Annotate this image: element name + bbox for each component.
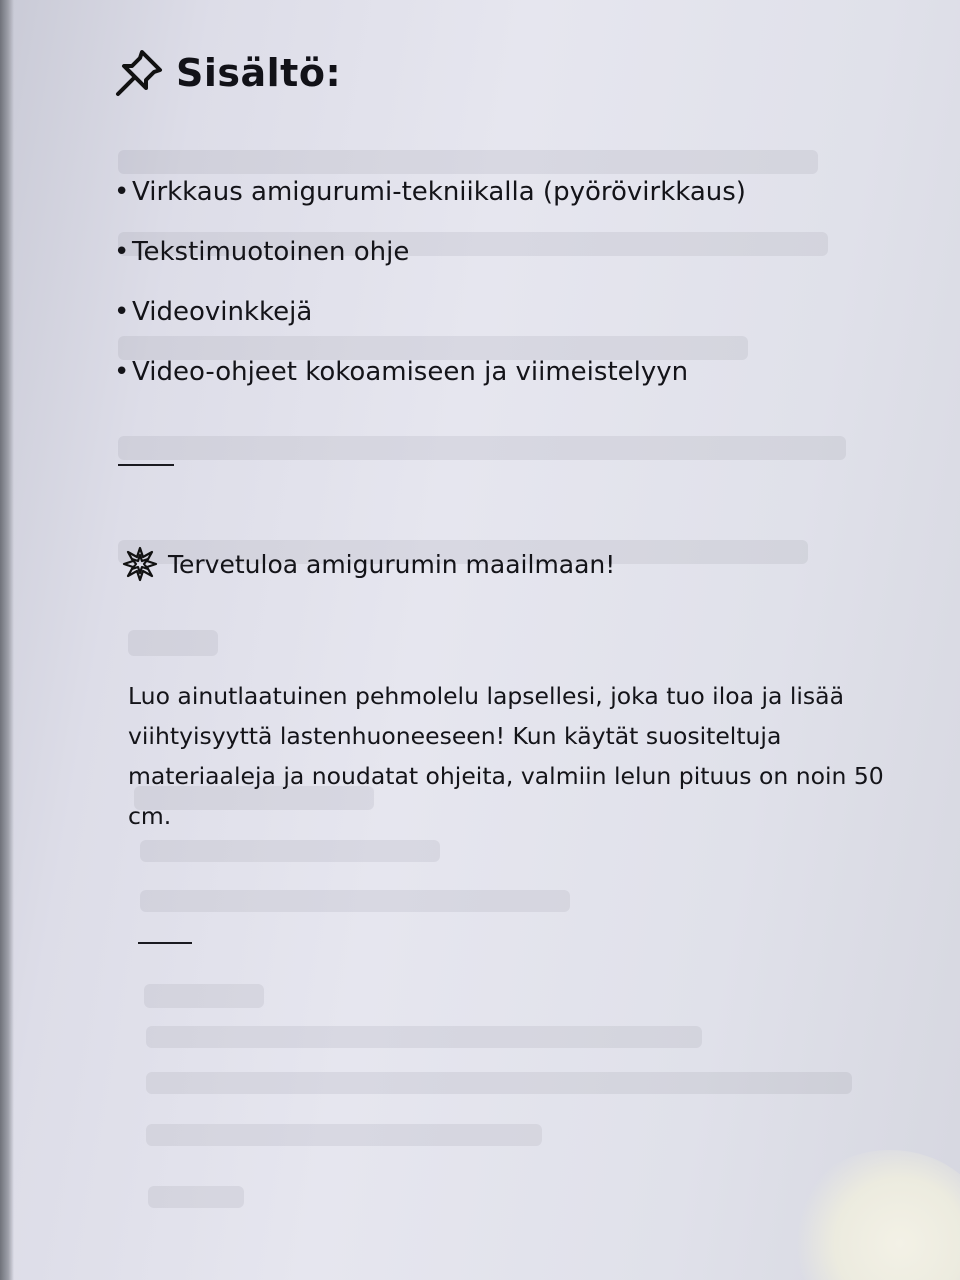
section-heading — [112, 46, 341, 100]
sparkle-icon — [122, 546, 158, 582]
list-item-text: Video-ohjeet kokoamiseen ja viimeistelyyn — [132, 357, 689, 387]
contents-list — [114, 170, 746, 410]
welcome-text: Tervetuloa amigurumin maailmaan! — [168, 549, 616, 579]
page-title: Sisältö: — [176, 51, 342, 95]
show-through-text — [146, 1072, 852, 1094]
list-item: • Videovinkkejä — [114, 297, 313, 327]
show-through-text — [118, 436, 846, 460]
photo-glare — [790, 1150, 960, 1280]
list-item-text: Videovinkkejä — [132, 297, 313, 327]
list-item: • Tekstimuotoinen ohje — [114, 237, 410, 267]
welcome-line — [122, 546, 615, 582]
show-through-text — [140, 840, 440, 862]
show-through-text — [140, 890, 570, 912]
list-item-text: Tekstimuotoinen ohje — [132, 237, 410, 267]
list-item: • Video-ohjeet kokoamiseen ja viimeistelyyn — [114, 357, 689, 387]
divider — [138, 942, 192, 944]
divider — [118, 464, 174, 466]
page-edge-shadow — [0, 0, 14, 1280]
show-through-text — [128, 630, 218, 656]
show-through-text — [148, 1186, 244, 1208]
show-through-text — [146, 1026, 702, 1048]
list-item: • Virkkaus amigurumi-tekniikalla (pyörövirkkaus) — [114, 177, 746, 207]
show-through-text — [144, 984, 264, 1008]
pushpin-icon — [112, 46, 166, 100]
list-item-text: Virkkaus amigurumi-tekniikalla (pyörövirkkaus) — [132, 177, 746, 207]
intro-paragraph: Luo ainutlaatuinen pehmolelu lapsellesi, joka tuo iloa ja lisää viihtyisyyttä lastenhuoneeseen! Kun käytät suositeltuja materiaaleja ja noudatat ohjeita, valmiin lelun pituus on noin 50 cm. — [128, 682, 884, 830]
show-through-text — [146, 1124, 542, 1146]
